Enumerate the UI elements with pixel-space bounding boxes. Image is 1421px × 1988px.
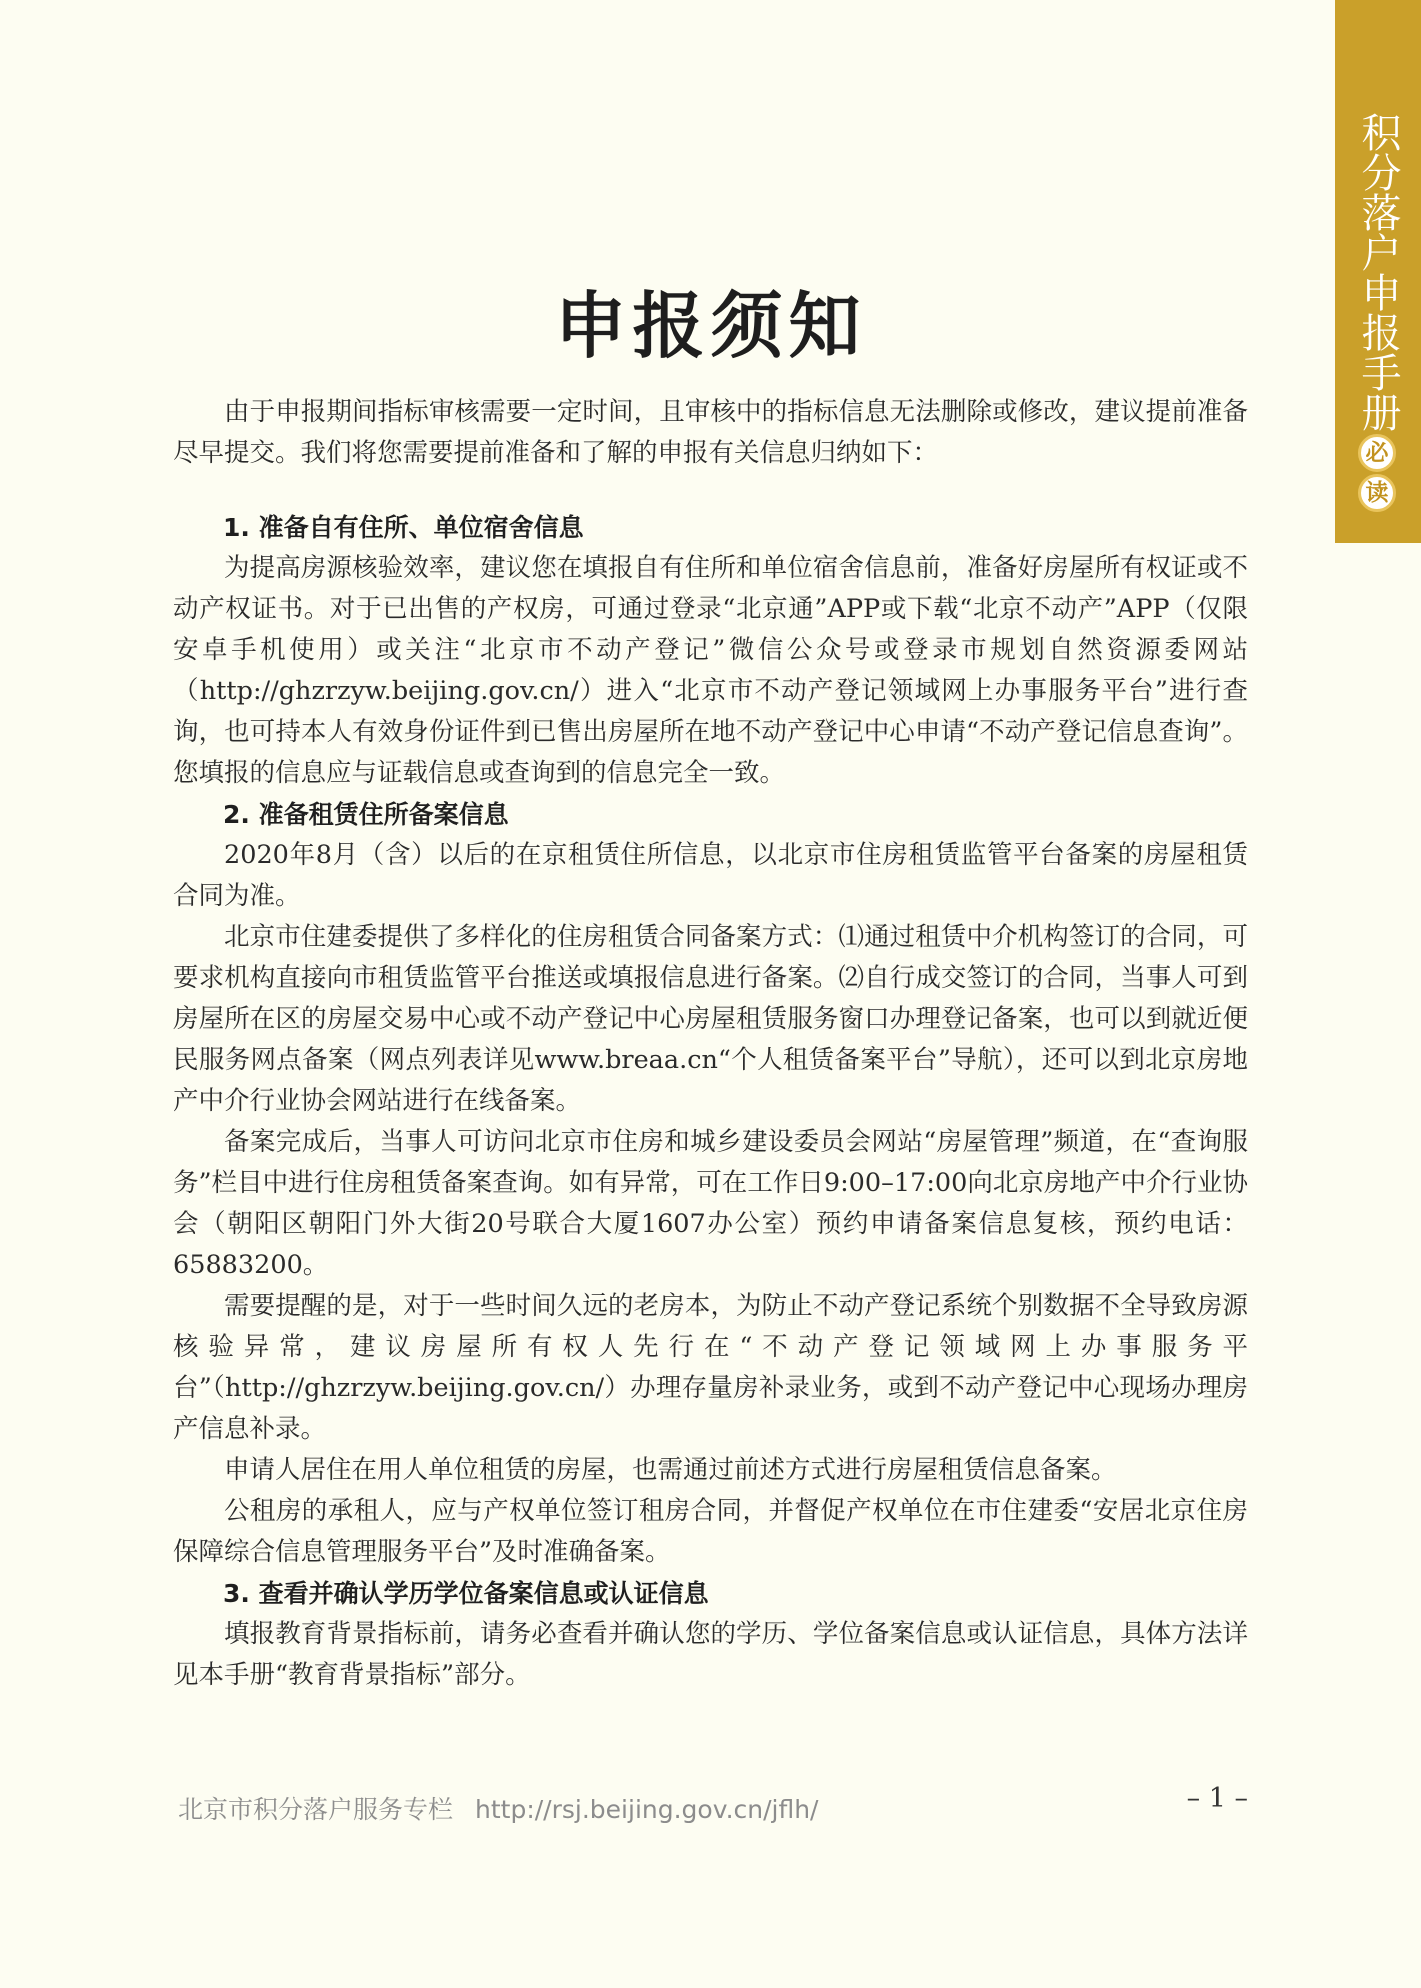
section-2-paragraph-2: 北京市住建委提供了多样化的住房租赁合同备案方式：⑴通过租赁中介机构签订的合同，可要求机构直接向市租赁监管平台推送或填报信息进行备案。⑵自行成交签订的合同，当事人可到房屋所在区的房屋交易中心或不动产登记中心房屋租赁服务窗口办理登记备案，也可以到就近便民服务网点备案（网点列表详见www.breaa.cn“个人租赁备案平台”导航），还可以到北京房地产中介行业协会网站进行在线备案。 — [173, 922, 1248, 1116]
badge-must: 必 — [1358, 434, 1396, 472]
section-2-paragraph-1: 2020年8月（含）以后的在京租赁住所信息，以北京市住房租赁监管平台备案的房屋租赁合同为准。 — [173, 840, 1248, 911]
section-2-paragraph-6: 公租房的承租人，应与产权单位签订租房合同，并督促产权单位在市住建委“安居北京住房保障综合信息管理服务平台”及时准确备案。 — [173, 1496, 1248, 1567]
section-heading-2: 2. 准备租赁住所备案信息 — [223, 800, 509, 829]
footer-url-link[interactable]: http://rsj.beijing.gov.cn/jflh/ — [475, 1795, 819, 1824]
intro-paragraph: 由于申报期间指标审核需要一定时间，且审核中的指标信息无法删除或修改，建议提前准备尽早提交。我们将您需要提前准备和了解的申报有关信息归纳如下： — [173, 397, 1248, 468]
spacer — [173, 474, 1248, 507]
section-2-paragraph-3: 备案完成后，当事人可访问北京市住房和城乡建设委员会网站“房屋管理”频道，在“查询服务”栏目中进行住房租赁备案查询。如有异常，可在工作日9:00–17:00向北京房地产中介行业协会（朝阳区朝阳门外大街20号联合大厦1607办公室）预约申请备案信息复核，预约电话：65883200。 — [173, 1127, 1248, 1280]
section-1-paragraph-1: 为提高房源核验效率，建议您在填报自有住所和单位宿舍信息前，准备好房屋所有权证或不动产权证书。对于已出售的产权房，可通过登录“北京通”APP或下载“北京不动产”APP（仅限安卓手机使用）或关注“北京市不动产登记”微信公众号或登录市规划自然资源委网站（http://ghzrzyw.beijing.gov.cn/）进入“北京市不动产登记领域网上办事服务平台”进行查询，也可持本人有效身份证件到已售出房屋所在地不动产登记中心申请“不动产登记信息查询”。您填报的信息应与证载信息或查询到的信息完全一致。 — [173, 553, 1248, 788]
section-heading-3: 3. 查看并确认学历学位备案信息或认证信息 — [223, 1579, 709, 1608]
section-3-paragraph-1: 填报教育背景指标前，请务必查看并确认您的学历、学位备案信息或认证信息，具体方法详见本手册“教育背景指标”部分。 — [173, 1619, 1248, 1690]
footer — [178, 1790, 819, 1826]
badge-read: 读 — [1358, 474, 1396, 512]
side-tab-title: 积分落户申报手册 — [1355, 112, 1401, 432]
page-number: – 1 – — [1186, 1783, 1248, 1814]
section-2-paragraph-4: 需要提醒的是，对于一些时间久远的老房本，为防止不动产登记系统个别数据不全导致房源核验异常，建议房屋所有权人先行在“不动产登记领域网上办事服务平台”（http://ghzrzyw.beijing.gov.cn/）办理存量房补录业务，或到不动产登记中心现场办理房产信息补录。 — [173, 1291, 1248, 1444]
page-title: 申报须知 — [554, 284, 867, 368]
document-body — [173, 392, 1248, 1696]
section-heading-1: 1. 准备自有住所、单位宿舍信息 — [223, 513, 584, 542]
footer-column-name: 北京市积分落户服务专栏 — [178, 1795, 454, 1824]
section-2-paragraph-5: 申请人居住在用人单位租赁的房屋，也需通过前述方式进行房屋租赁信息备案。 — [224, 1455, 1117, 1485]
